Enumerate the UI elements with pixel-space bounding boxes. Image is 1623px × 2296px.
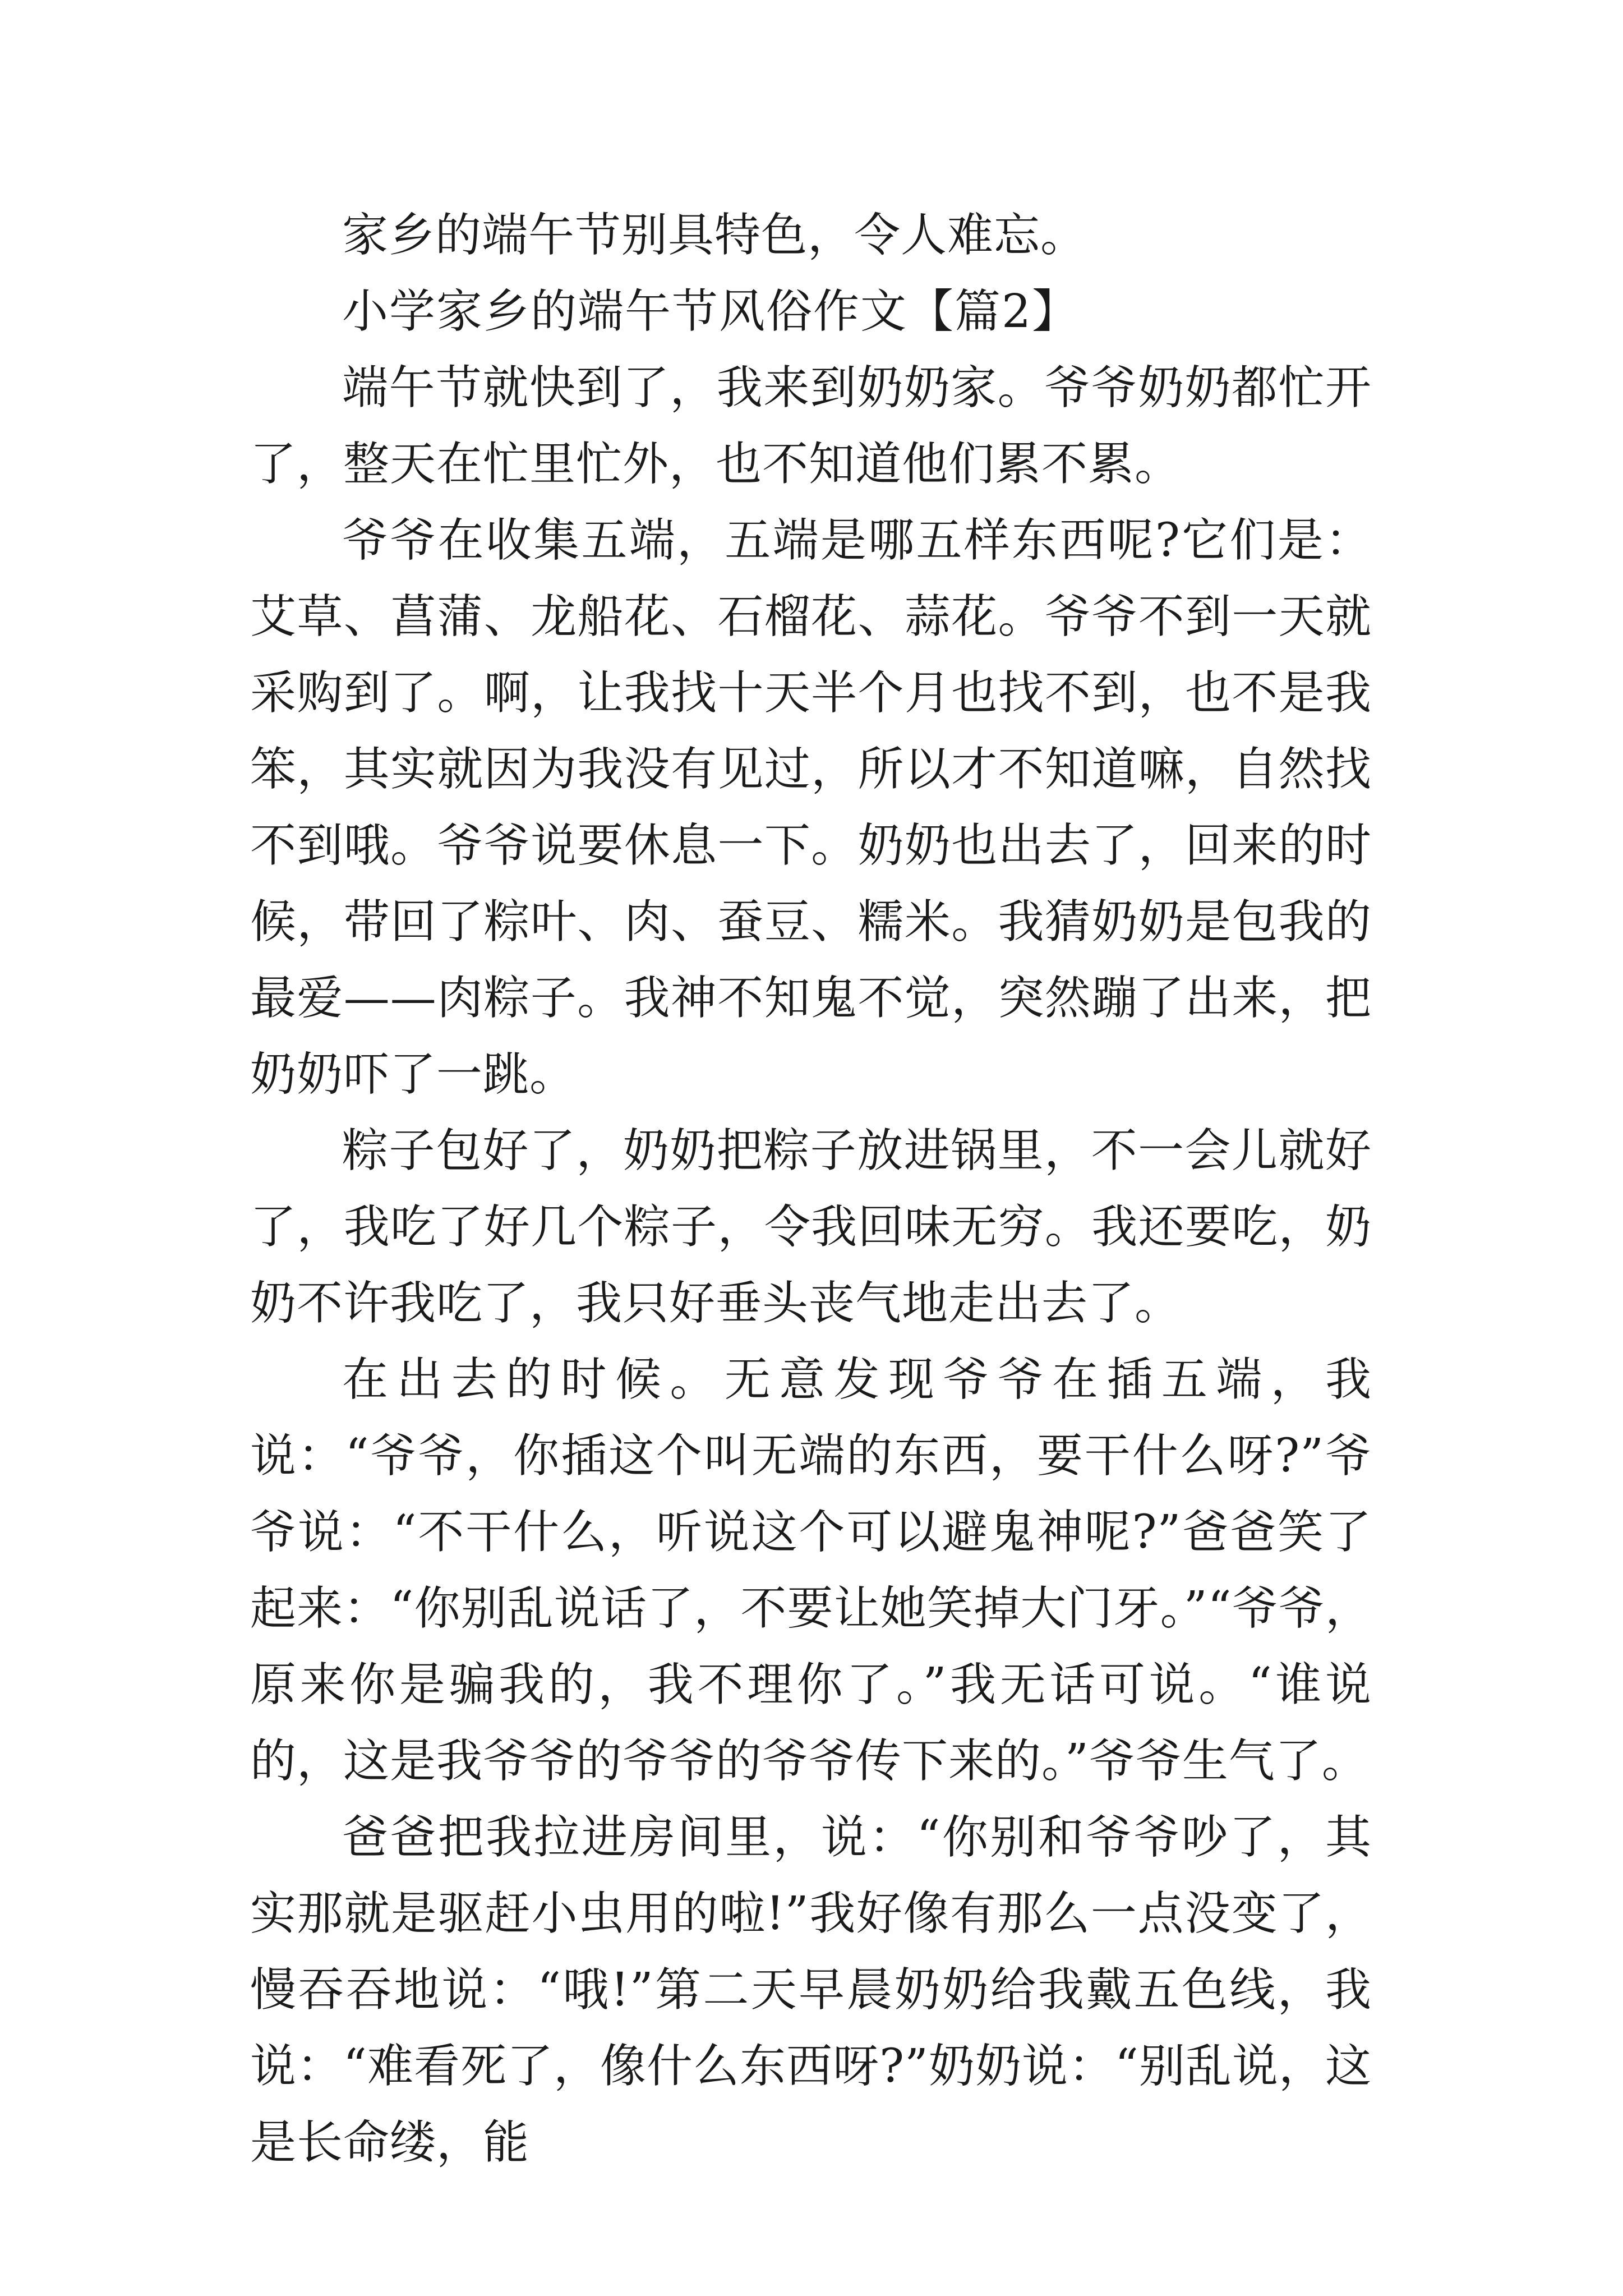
paragraph: 在出去的时候。无意发现爷爷在插五端，我说：“爷爷，你插这个叫无端的东西，要干什么呀?”爷爷说：“不干什么，听说这个可以避鬼神呢?”爸爸笑了起来：“你别乱说话了，不要让她笑掉大门牙。”“爷爷，原来你是骗我的，我不理你了。”我无话可说。“谁说的，这是我爷爷的爷爷的爷爷传下来的。”爷爷生气了。 — [250, 1353, 1372, 1788]
essay-body — [250, 197, 1372, 2181]
paragraph: 端午节就快到了，我来到奶奶家。爷爷奶奶都忙开了，整天在忙里忙外，也不知道他们累不累。 — [250, 361, 1372, 491]
paragraph: 爷爷在收集五端，五端是哪五样东西呢?它们是：艾草、菖蒲、龙船花、石榴花、蒜花。爷爷不到一天就采购到了。啊，让我找十天半个月也找不到，也不是我笨，其实就因为我没有见过，所以才不知道嘛，自然找不到哦。爷爷说要休息一下。奶奶也出去了，回来的时候，带回了粽叶、肉、蚕豆、糯米。我猜奶奶是包我的最爱——肉粽子。我神不知鬼不觉，突然蹦了出来，把奶奶吓了一跳。 — [250, 514, 1372, 1101]
paragraph-closing: 家乡的端午节别具特色，令人难忘。 — [342, 209, 1087, 262]
paragraph: 爸爸把我拉进房间里，说：“你别和爷爷吵了，其实那就是驱赶小虫用的啦!”我好像有那么一点没变了，慢吞吞地说：“哦!”第二天早晨奶奶给我戴五色线，我说：“难看死了，像什么东西呀?”奶奶说：“别乱说，这是长命缕，能 — [250, 1811, 1372, 2169]
essay-title: 小学家乡的端午节风俗作文【篇2】 — [342, 285, 1080, 338]
paragraph: 粽子包好了，奶奶把粽子放进锅里，不一会儿就好了，我吃了好几个粽子，令我回味无穷。我还要吃，奶奶不许我吃了，我只好垂头丧气地走出去了。 — [250, 1124, 1372, 1330]
